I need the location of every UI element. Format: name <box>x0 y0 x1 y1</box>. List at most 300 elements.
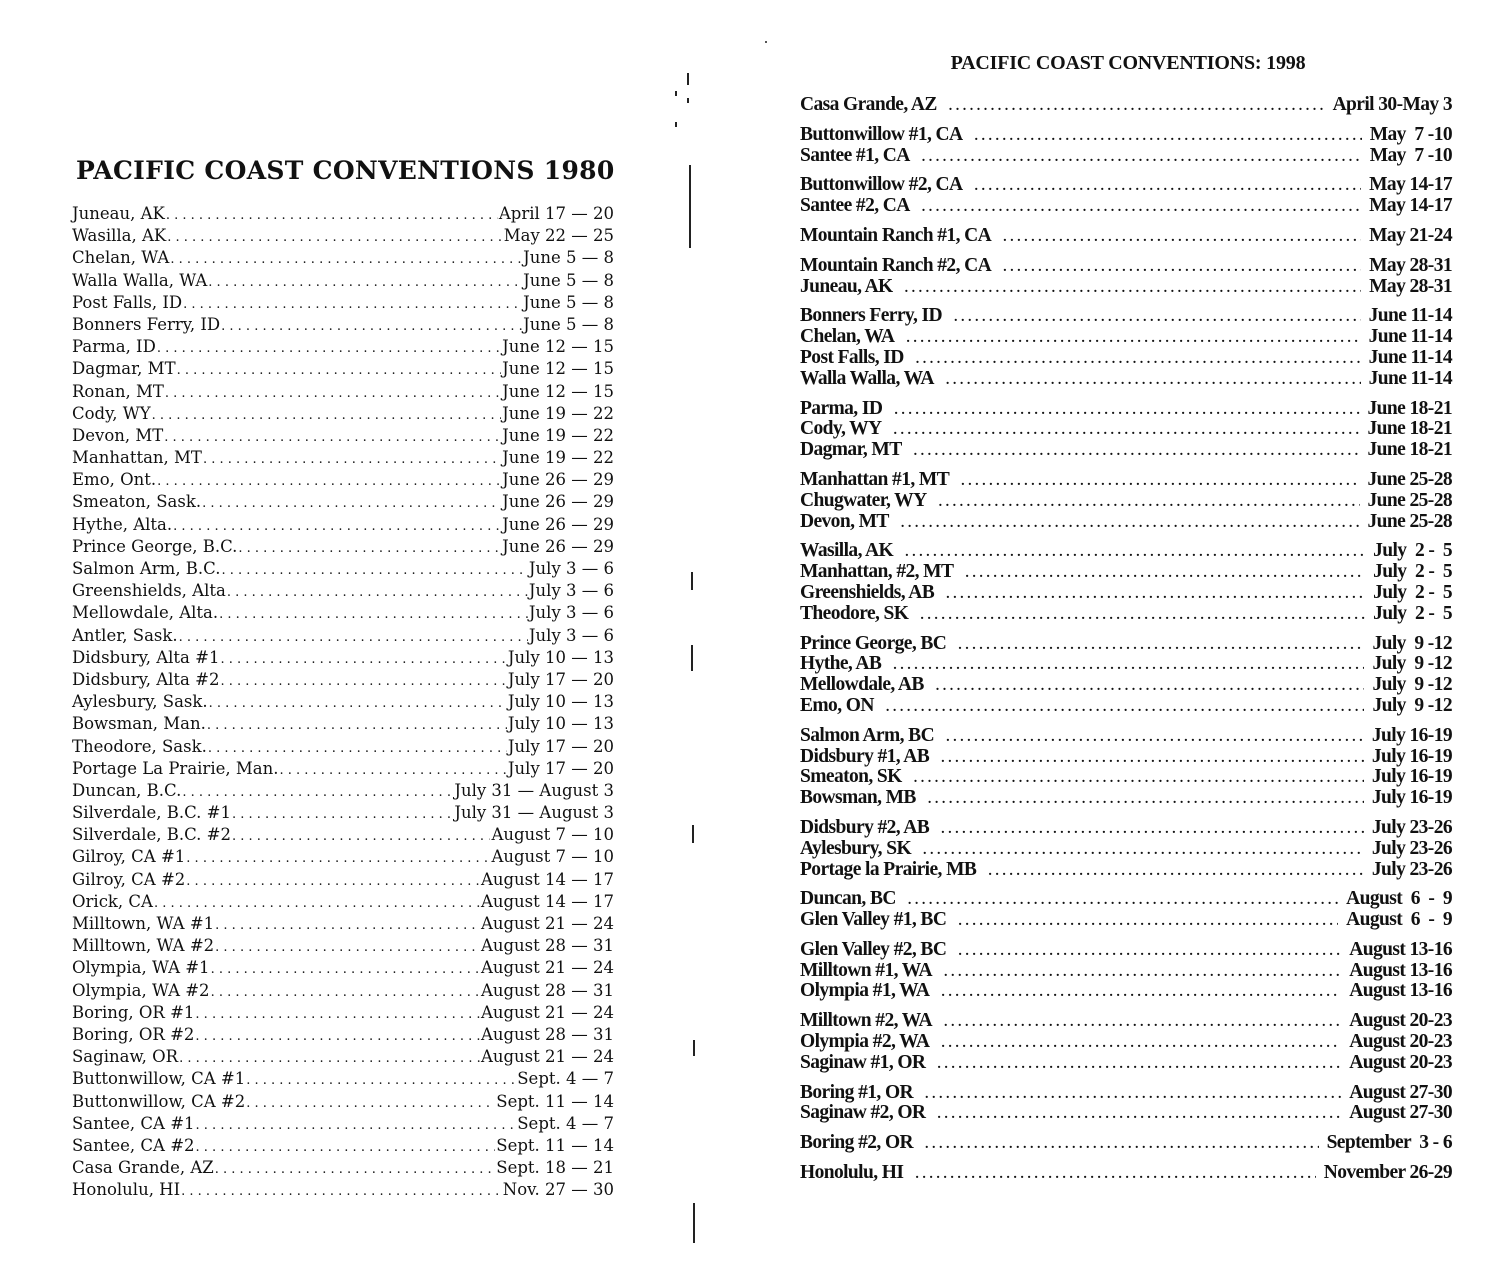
convention-dates: August 13-16 <box>1349 980 1452 1002</box>
convention-city: Olympia, WA #1 <box>72 958 210 978</box>
dot-leader <box>196 1115 517 1137</box>
convention-city: Buttonwillow #2, CA <box>800 174 963 196</box>
dot-leader <box>954 308 1361 329</box>
dot-leader <box>196 1137 496 1159</box>
dot-leader <box>183 294 522 316</box>
convention-dates: July 23-26 <box>1371 837 1452 859</box>
convention-city: Theodore, SK <box>800 602 909 624</box>
convention-city: Emo, ON <box>800 694 874 716</box>
convention-dates: July 2 - 5 <box>1373 581 1452 603</box>
convention-row <box>72 780 614 802</box>
dot-leader <box>975 127 1362 148</box>
dot-leader <box>914 769 1364 790</box>
convention-city: Milltown #1, WA <box>800 959 933 981</box>
dot-leader <box>946 585 1365 606</box>
convention-city: Manhattan, #2, MT <box>800 561 954 583</box>
convention-row <box>800 654 1452 675</box>
convention-city: Gilroy, CA #2 <box>72 869 186 889</box>
dot-leader <box>173 516 501 538</box>
convention-city: Saginaw, OR <box>72 1047 179 1067</box>
convention-dates: June 11-14 <box>1368 346 1452 368</box>
convention-dates: Sept. 18 — 21 <box>496 1158 614 1178</box>
convention-row <box>72 403 614 425</box>
convention-city: Portage La Prairie, Man. <box>72 758 279 778</box>
convention-city: Hythe, AB <box>800 653 882 675</box>
convention-row <box>800 889 1452 910</box>
convention-dates: July 9 -12 <box>1372 694 1452 716</box>
dot-leader <box>923 841 1364 862</box>
dot-leader <box>211 959 480 981</box>
gutter-mark <box>687 73 689 85</box>
convention-dates: August 7 — 10 <box>491 825 614 845</box>
convention-dates: July 23-26 <box>1371 858 1452 880</box>
dot-leader <box>922 198 1361 219</box>
convention-dates: August 21 — 24 <box>480 958 614 978</box>
dot-leader <box>246 1070 516 1092</box>
dot-leader <box>958 636 1364 657</box>
convention-dates: Sept. 4 — 7 <box>517 1069 614 1089</box>
convention-dates: August 21 — 24 <box>480 1047 614 1067</box>
convention-row <box>72 891 614 913</box>
gutter-mark <box>693 1203 695 1243</box>
convention-week-group <box>800 470 1452 532</box>
convention-city: Parma, ID <box>800 397 883 419</box>
convention-dates: May 7 -10 <box>1369 123 1452 145</box>
convention-city: Post Falls, ID <box>72 292 183 312</box>
convention-city: Chugwater, WY <box>800 489 927 511</box>
convention-city: Didsbury #1, AB <box>800 745 930 767</box>
convention-row <box>800 470 1452 491</box>
dot-leader <box>186 871 480 893</box>
convention-dates: August 28 — 31 <box>480 936 614 956</box>
convention-row <box>800 583 1452 604</box>
convention-dates: July 3 — 6 <box>528 603 614 623</box>
convention-dates: August 13-16 <box>1349 959 1452 981</box>
dot-leader <box>901 514 1360 535</box>
convention-dates: June 18-21 <box>1367 439 1452 461</box>
dot-leader <box>1003 228 1361 249</box>
convention-row <box>800 491 1452 512</box>
convention-list-1980 <box>72 203 614 1201</box>
convention-row <box>72 270 614 292</box>
convention-city: Bonners Ferry, ID <box>72 314 221 334</box>
convention-row <box>800 1053 1452 1074</box>
dot-leader <box>914 442 1360 463</box>
convention-row <box>72 514 614 536</box>
dot-leader <box>211 982 480 1004</box>
dot-leader <box>1003 258 1361 279</box>
convention-row <box>72 869 614 891</box>
convention-row <box>72 580 614 602</box>
gutter-mark <box>693 1040 695 1056</box>
dot-leader <box>202 493 501 515</box>
convention-dates: August 27-30 <box>1349 1081 1452 1103</box>
dot-leader <box>167 227 502 249</box>
convention-city: Manhattan #1, MT <box>800 468 950 490</box>
convention-city: Manhattan, MT <box>72 448 202 468</box>
left-page-1980 <box>72 156 614 1201</box>
dot-leader <box>186 848 490 870</box>
convention-row <box>72 1068 614 1090</box>
convention-city: Milltown, WA #2 <box>72 936 215 956</box>
convention-row <box>72 824 614 846</box>
convention-dates: June 25-28 <box>1367 510 1452 532</box>
convention-dates: June 11-14 <box>1368 326 1452 348</box>
dot-leader <box>238 538 501 560</box>
convention-row <box>72 225 614 247</box>
convention-dates: July 17 — 20 <box>507 758 614 778</box>
convention-week-group <box>800 306 1452 389</box>
convention-city: Santee, CA #1 <box>72 1113 195 1133</box>
convention-dates: June 11-14 <box>1368 367 1452 389</box>
convention-city: Didsbury #2, AB <box>800 816 930 838</box>
convention-row <box>800 981 1452 1002</box>
right-page-title: PACIFIC COAST CONVENTIONS: 1998 <box>950 52 1306 74</box>
convention-row <box>72 381 614 403</box>
dot-leader <box>922 148 1362 169</box>
convention-city: Buttonwillow #1, CA <box>800 123 963 145</box>
convention-week-group <box>800 541 1452 624</box>
convention-dates: July 9 -12 <box>1372 653 1452 675</box>
convention-dates: July 10 — 13 <box>507 692 614 712</box>
convention-row <box>800 860 1452 881</box>
convention-row <box>800 399 1452 420</box>
convention-city: Smeaton, SK <box>800 766 902 788</box>
convention-dates: July 2 - 5 <box>1373 561 1452 583</box>
convention-row <box>800 226 1452 247</box>
convention-dates: August 21 — 24 <box>480 914 614 933</box>
dot-leader <box>219 604 528 626</box>
dot-leader <box>221 560 527 582</box>
convention-row <box>800 604 1452 625</box>
convention-city: Mountain Ranch #2, CA <box>800 254 992 276</box>
convention-row <box>800 910 1452 931</box>
convention-city: Casa Grande, AZ <box>72 1158 214 1178</box>
convention-city: Saginaw #1, OR <box>800 1051 926 1073</box>
convention-city: Salmon Arm, B.C. <box>72 559 221 578</box>
dot-leader <box>207 715 507 737</box>
dot-leader <box>279 760 506 782</box>
convention-city: Casa Grande, AZ <box>800 94 937 115</box>
gutter-mark <box>675 122 677 127</box>
convention-row <box>72 1024 614 1046</box>
convention-city: Milltown #2, WA <box>800 1010 933 1032</box>
convention-dates: July 31 — August 3 <box>454 780 614 800</box>
convention-row <box>72 691 614 713</box>
convention-dates: July 17 — 20 <box>507 736 614 756</box>
convention-dates: June 26 — 29 <box>502 470 614 490</box>
convention-city: Orick, CA <box>72 891 153 911</box>
convention-dates: August 27-30 <box>1349 1102 1452 1124</box>
convention-week-group <box>800 634 1452 717</box>
convention-row <box>72 1046 614 1068</box>
convention-dates: August 20-23 <box>1349 1031 1452 1053</box>
convention-row <box>800 125 1452 146</box>
gutter-mark <box>692 825 694 843</box>
convention-week-group <box>800 889 1452 931</box>
convention-dates: July 3 — 6 <box>528 559 614 578</box>
dot-leader <box>958 942 1341 963</box>
convention-row <box>72 1113 614 1135</box>
convention-row <box>800 1032 1452 1053</box>
dot-leader <box>906 329 1360 350</box>
convention-dates: August 21 — 24 <box>480 1002 614 1022</box>
convention-city: Duncan, BC <box>800 888 896 910</box>
dot-leader <box>232 826 490 848</box>
convention-city: Santee, CA #2 <box>72 1135 195 1155</box>
convention-row <box>800 696 1452 717</box>
convention-dates: June 12 — 15 <box>502 381 614 401</box>
dot-leader <box>195 1026 480 1048</box>
convention-row <box>800 726 1452 747</box>
convention-row <box>800 1103 1452 1124</box>
convention-dates: July 9 -12 <box>1372 632 1452 654</box>
convention-row <box>72 447 614 469</box>
convention-list-1998 <box>800 95 1452 1184</box>
convention-row <box>800 1163 1452 1184</box>
convention-row <box>800 277 1452 298</box>
convention-week-group <box>800 95 1452 116</box>
convention-city: Parma, ID <box>72 337 156 357</box>
convention-dates: April 17 — 20 <box>498 204 614 223</box>
convention-row <box>72 469 614 491</box>
convention-city: Honolulu, HI <box>800 1162 904 1184</box>
convention-row <box>800 348 1452 369</box>
convention-city: Milltown, WA #1 <box>72 914 215 933</box>
dot-leader <box>946 371 1361 392</box>
convention-city: Boring, OR #1 <box>72 1002 195 1022</box>
convention-dates: Sept. 11 — 14 <box>496 1091 614 1111</box>
convention-city: Juneau, AK <box>800 275 893 297</box>
convention-city: Olympia, WA #2 <box>72 980 210 1000</box>
convention-row <box>72 713 614 735</box>
dot-leader <box>220 671 506 693</box>
convention-dates: June 19 — 22 <box>502 425 614 445</box>
convention-city: Honolulu, HI <box>72 1180 181 1200</box>
dot-leader <box>925 1085 1341 1106</box>
convention-city: Boring #1, OR <box>800 1081 913 1103</box>
convention-row <box>72 758 614 780</box>
convention-city: Post Falls, ID <box>800 346 904 368</box>
convention-row <box>800 541 1452 562</box>
convention-city: Wasilla, AK <box>800 540 894 562</box>
dot-leader <box>944 963 1341 984</box>
convention-city: Mountain Ranch #1, CA <box>800 224 992 246</box>
gutter-mark <box>691 572 693 590</box>
convention-city: Glen Valley #1, BC <box>800 909 947 931</box>
dot-leader <box>988 862 1364 883</box>
dot-leader <box>179 1048 480 1070</box>
convention-city: Walla Walla, WA <box>800 367 934 389</box>
convention-dates: July 10 — 13 <box>507 714 614 734</box>
convention-dates: May 14-17 <box>1369 174 1452 196</box>
convention-city: Didsbury, Alta #2 <box>72 669 220 689</box>
convention-row <box>800 961 1452 982</box>
convention-row <box>800 196 1452 217</box>
dot-leader <box>154 893 480 915</box>
convention-dates: June 5 — 8 <box>523 248 614 268</box>
convention-week-group <box>800 226 1452 247</box>
convention-city: Wasilla, AK <box>72 226 167 246</box>
convention-dates: Nov. 27 — 30 <box>502 1180 614 1200</box>
convention-dates: May 7 -10 <box>1369 144 1452 166</box>
convention-city: Duncan, B.C. <box>72 780 182 800</box>
dot-leader <box>246 1093 495 1115</box>
convention-row <box>800 788 1452 809</box>
convention-week-group <box>800 125 1452 167</box>
convention-week-group <box>800 256 1452 298</box>
convention-row <box>72 846 614 868</box>
convention-row <box>800 1133 1452 1154</box>
convention-city: Hythe, Alta. <box>72 514 173 534</box>
convention-row <box>800 839 1452 860</box>
convention-dates: June 26 — 29 <box>502 536 614 556</box>
convention-city: Greenshields, Alta <box>72 581 226 601</box>
convention-city: Silverdale, B.C. #2 <box>72 825 231 845</box>
dot-leader <box>928 790 1364 811</box>
convention-city: Glen Valley #2, BC <box>800 938 947 960</box>
right-page-1998 <box>800 52 1452 1193</box>
convention-city: Buttonwillow, CA #2 <box>72 1091 246 1111</box>
convention-row <box>800 675 1452 696</box>
convention-dates: April 30-May 3 <box>1332 94 1452 115</box>
convention-dates: August 14 — 17 <box>480 869 614 889</box>
convention-row <box>800 940 1452 961</box>
convention-row <box>800 634 1452 655</box>
dot-leader <box>944 1013 1341 1034</box>
convention-dates: August 6 - 9 <box>1346 909 1452 931</box>
convention-dates: July 2 - 5 <box>1373 540 1452 562</box>
convention-dates: July 23-26 <box>1371 816 1452 838</box>
convention-city: Dagmar, MT <box>800 439 902 461</box>
convention-row <box>72 625 614 647</box>
dot-leader <box>941 749 1364 770</box>
convention-week-group <box>800 1133 1452 1154</box>
convention-city: Boring, OR #2 <box>72 1024 195 1044</box>
convention-row <box>72 913 614 935</box>
convention-dates: June 19 — 22 <box>502 448 614 468</box>
convention-week-group <box>800 1083 1452 1125</box>
convention-dates: August 14 — 17 <box>480 891 614 911</box>
dot-leader <box>182 782 453 804</box>
dot-leader <box>949 97 1325 118</box>
convention-week-group <box>800 1011 1452 1073</box>
convention-row <box>800 767 1452 788</box>
dot-leader <box>179 627 528 649</box>
convention-dates: August 6 - 9 <box>1346 888 1452 910</box>
convention-row <box>72 491 614 513</box>
convention-dates: July 16-19 <box>1371 745 1452 767</box>
dot-leader <box>905 543 1365 564</box>
convention-row <box>72 358 614 380</box>
convention-dates: June 25-28 <box>1367 489 1452 511</box>
convention-row <box>800 419 1452 440</box>
gutter-mark <box>689 165 691 248</box>
dot-leader <box>227 582 528 604</box>
convention-city: Didsbury, Alta #1 <box>72 647 220 667</box>
convention-row <box>72 602 614 624</box>
dot-leader <box>181 1181 502 1203</box>
convention-city: Prince George, BC <box>800 632 947 654</box>
convention-row <box>800 369 1452 390</box>
convention-city: Prince George, B.C. <box>72 536 238 556</box>
dot-leader <box>908 891 1338 912</box>
convention-city: Smeaton, Sask. <box>72 492 202 512</box>
convention-row <box>800 747 1452 768</box>
dot-leader <box>894 401 1359 422</box>
convention-city: Chelan, WA <box>800 326 895 348</box>
dot-leader <box>915 1165 1315 1186</box>
convention-dates: June 18-21 <box>1367 418 1452 440</box>
dot-leader <box>165 383 501 405</box>
dot-leader <box>965 564 1365 585</box>
dot-leader <box>208 738 507 760</box>
dot-leader <box>941 983 1341 1004</box>
convention-city: Aylesbury, SK <box>800 837 912 859</box>
convention-row <box>800 512 1452 533</box>
convention-row <box>72 425 614 447</box>
gutter-mark <box>675 91 677 96</box>
convention-city: Mellowdale, Alta. <box>72 603 219 623</box>
dot-leader <box>220 649 506 671</box>
convention-row <box>72 736 614 758</box>
dot-leader <box>157 338 501 360</box>
convention-city: Bonners Ferry, ID <box>800 305 942 327</box>
dot-leader <box>157 471 501 493</box>
convention-row <box>72 247 614 269</box>
left-page-title: PACIFIC COAST CONVENTIONS 1980 <box>76 156 615 185</box>
convention-dates: May 21-24 <box>1369 224 1452 246</box>
convention-city: Cody, WY <box>800 418 882 440</box>
dot-leader <box>941 820 1364 841</box>
convention-week-group <box>800 818 1452 880</box>
dot-leader <box>170 249 522 271</box>
dot-leader <box>208 272 522 294</box>
convention-row <box>72 336 614 358</box>
dot-leader <box>916 350 1361 371</box>
dot-leader <box>215 937 480 959</box>
convention-row <box>72 1157 614 1179</box>
convention-week-group <box>800 175 1452 217</box>
convention-city: Mellowdale, AB <box>800 674 924 696</box>
convention-row <box>72 669 614 691</box>
convention-dates: June 5 — 8 <box>523 314 614 334</box>
convention-row <box>72 558 614 580</box>
convention-dates: June 26 — 29 <box>502 514 614 534</box>
dot-leader <box>937 1105 1341 1126</box>
convention-row <box>800 1011 1452 1032</box>
convention-week-group <box>800 399 1452 461</box>
convention-dates: November 26-29 <box>1323 1162 1452 1184</box>
convention-row <box>800 175 1452 196</box>
convention-dates: June 19 — 22 <box>502 403 614 423</box>
convention-row <box>72 1135 614 1157</box>
dot-leader <box>939 493 1360 514</box>
dot-leader <box>905 279 1362 300</box>
convention-week-group <box>800 1163 1452 1184</box>
convention-city: Ronan, MT <box>72 381 164 401</box>
dot-leader <box>937 1055 1341 1076</box>
convention-row <box>800 562 1452 583</box>
convention-dates: May 22 — 25 <box>503 226 614 246</box>
dot-leader <box>221 316 522 338</box>
convention-city: Theodore, Sask. <box>72 736 207 756</box>
convention-dates: June 12 — 15 <box>502 359 614 379</box>
convention-dates: July 3 — 6 <box>528 581 614 601</box>
convention-city: Dagmar, MT <box>72 359 176 379</box>
dot-leader <box>195 1004 480 1026</box>
convention-row <box>800 327 1452 348</box>
